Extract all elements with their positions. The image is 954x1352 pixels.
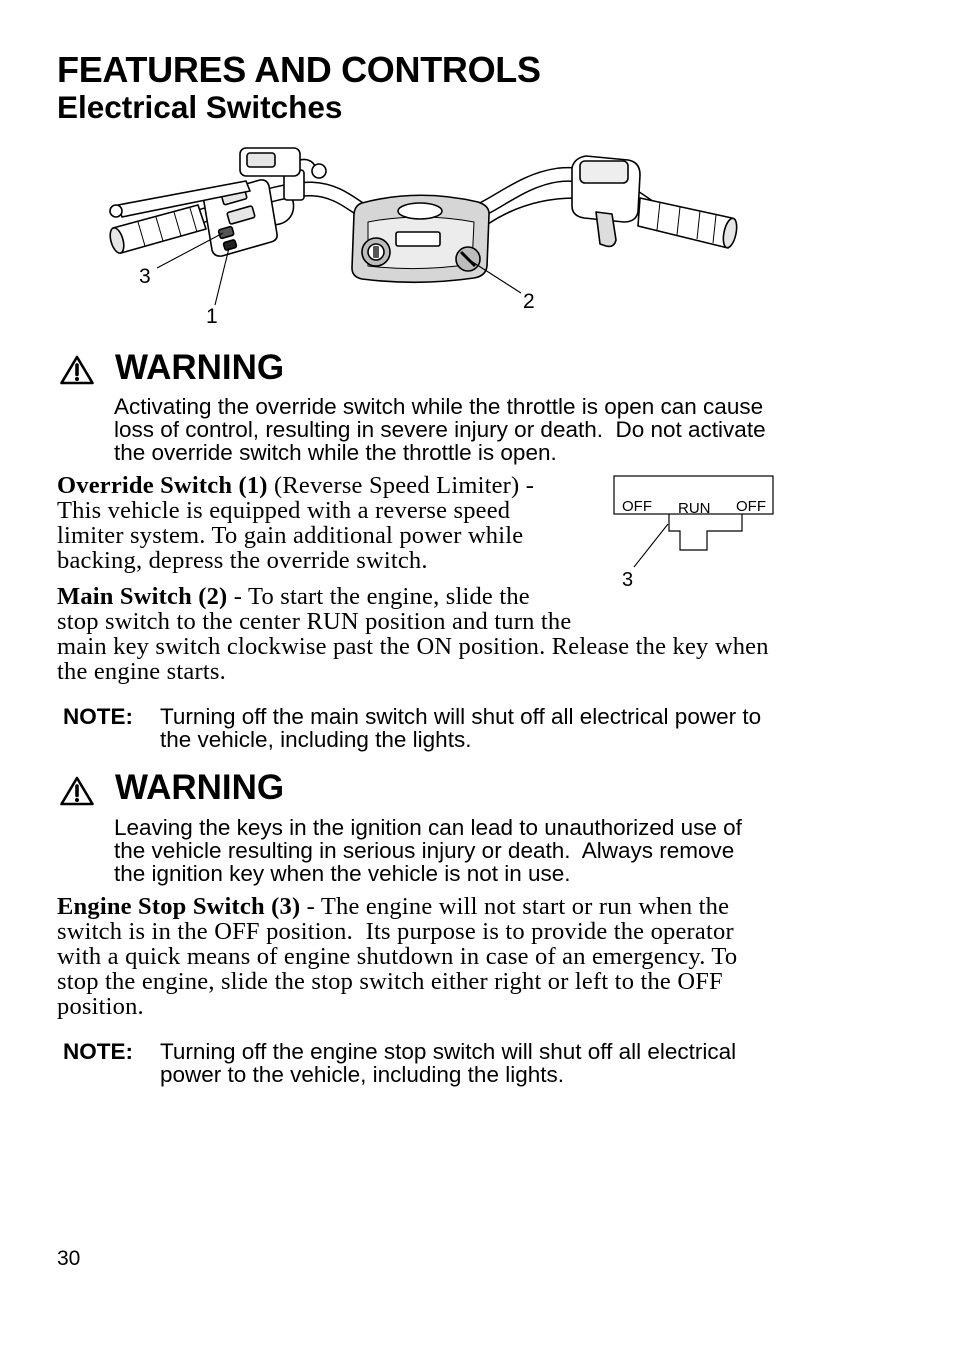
note-text-line: Turning off the engine stop switch will shut off all electrical: [160, 1039, 737, 1064]
warning-heading: WARNING: [115, 768, 285, 807]
warning-text-line: the vehicle resulting in serious injury or death. Always remove: [114, 838, 735, 863]
paragraph-line: main key switch clockwise past the ON position. Release the key when: [57, 633, 769, 660]
stop-switch-position-diagram: [610, 470, 780, 595]
paragraph-line: position.: [57, 993, 144, 1020]
center-pod: [352, 195, 489, 282]
exclamation-dot: [75, 798, 79, 802]
note-text-line: power to the vehicle, including the lights.: [160, 1062, 564, 1087]
main-switch-label: Main Switch (2): [57, 583, 228, 610]
warning-text: [114, 816, 742, 885]
paragraph-line: [57, 894, 737, 919]
override-switch-paragraph: [57, 473, 534, 573]
override-switch-label: Override Switch (1): [57, 472, 268, 499]
throttle-housing: [572, 156, 640, 246]
warning-triangle-icon: [60, 776, 94, 806]
stem-cap: [398, 203, 442, 219]
warning-heading: WARNING: [115, 348, 285, 387]
warning-text-line: Leaving the keys in the ignition can lead to unauthorized use of: [114, 815, 742, 840]
main-switch-knob: [456, 247, 480, 271]
note: [63, 1040, 783, 1086]
main-switch-paragraph: [57, 584, 769, 684]
paragraph-text: (Reverse Speed Limiter) -: [267, 472, 535, 499]
note-text: [160, 705, 761, 751]
page-title: FEATURES AND CONTROLS: [57, 49, 541, 90]
thumb-throttle-lever: [596, 212, 616, 246]
position-off-left: OFF: [622, 498, 652, 515]
exclamation-dot: [75, 377, 79, 381]
warning-text-line: Activating the override switch while the throttle is open can cause: [114, 394, 764, 419]
engine-stop-switch-label: Engine Stop Switch (3): [57, 893, 301, 920]
paragraph-line: [57, 584, 769, 609]
position-off-right: OFF: [736, 498, 766, 515]
detent-profile: [669, 514, 742, 550]
note-label: NOTE:: [63, 1039, 133, 1064]
note-text: [160, 1040, 736, 1086]
right-grip: [638, 198, 739, 249]
note-text-line: the vehicle, including the lights.: [160, 727, 472, 752]
engine-stop-switch-paragraph: [57, 894, 737, 1019]
paragraph-text: - The engine will not start or run when the: [300, 893, 730, 920]
warning-text-line: the ignition key when the vehicle is not in use.: [114, 861, 571, 886]
note-text-line: Turning off the main switch will shut off all electrical power to: [160, 704, 762, 729]
main-key-switch: [362, 238, 390, 266]
indicator-display: [396, 232, 440, 246]
warning-triangle-icon: [60, 355, 94, 385]
diagram-callout-label: 3: [622, 569, 634, 591]
paragraph-line: stop switch to the center RUN position and turn the: [57, 608, 572, 635]
paragraph-line: limiter system. To gain additional power while: [57, 522, 524, 549]
paragraph-text: - To start the engine, slide the: [227, 583, 530, 610]
warning-text-line: loss of control, resulting in severe injury or death. Do not activate: [114, 417, 766, 442]
callout-label-main-switch: 2: [523, 290, 535, 313]
section-subtitle: Electrical Switches: [57, 89, 343, 125]
warning-text: [114, 395, 766, 464]
paragraph-line: switch is in the OFF position. Its purpose is to provide the operator: [57, 918, 734, 945]
handlebar-illustration: [0, 0, 954, 340]
paragraph-line: [57, 473, 534, 498]
diagram-callout-line: [634, 524, 668, 567]
callout-label-override-switch: 1: [206, 305, 218, 328]
warning-text-line: the override switch while the throttle is open.: [114, 440, 557, 465]
paragraph-line: with a quick means of engine shutdown in case of an emergency. To: [57, 943, 738, 970]
page-number: 30: [57, 1247, 81, 1270]
paragraph-line: This vehicle is equipped with a reverse speed: [57, 497, 511, 524]
paragraph-line: backing, depress the override switch.: [57, 547, 428, 574]
note: [63, 705, 783, 751]
position-run: RUN: [678, 500, 711, 517]
callout-label-stop-switch: 3: [139, 265, 151, 288]
note-label: NOTE:: [63, 704, 133, 729]
paragraph-line: stop the engine, slide the stop switch either right or left to the OFF: [57, 968, 723, 995]
paragraph-line: the engine starts.: [57, 658, 226, 685]
